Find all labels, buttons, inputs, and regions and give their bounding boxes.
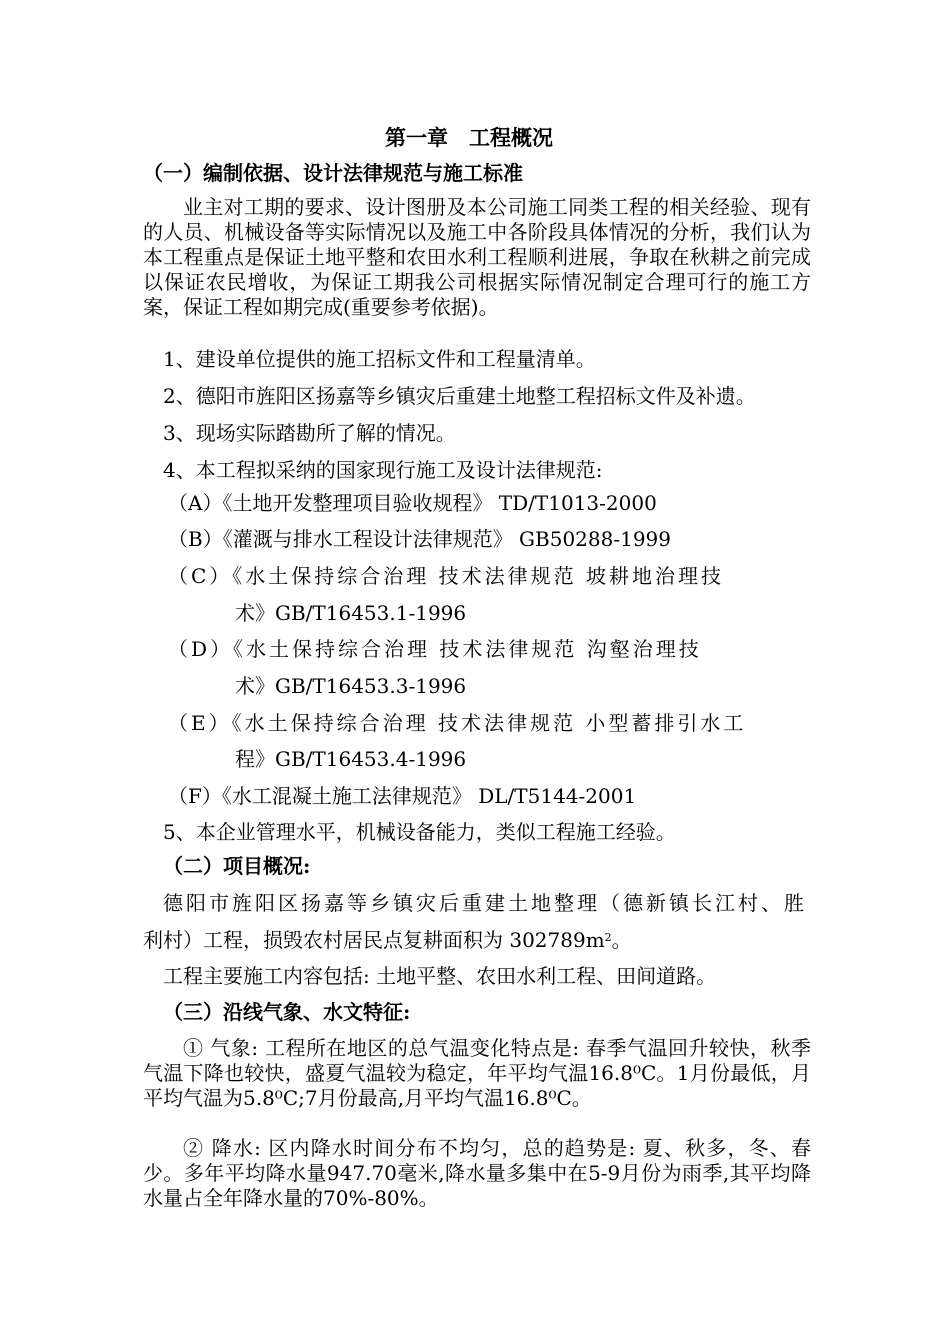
basis-item-1: 1、建设单位提供的施工招标文件和工程量清单。 — [163, 347, 596, 371]
section-heading-basis: （一）编制依据、设计法律规范与施工标准 — [143, 161, 523, 185]
overview-line-2 — [143, 928, 632, 952]
construction-content: 工程主要施工内容包括: 土地平整、农田水利工程、田间道路。 — [163, 964, 717, 988]
standard-b: （B）《灌溉与排水工程设计法律规范》 GB50288-1999 — [168, 527, 672, 551]
basis-item-2: 2、德阳市旌阳区扬嘉等乡镇灾后重建土地整工程招标文件及补遗。 — [163, 384, 756, 408]
standard-e-line1: （E）《水土保持综合治理 技术法律规范 小型蓄排引水工 — [168, 711, 747, 735]
overview-line-2-text: 利村）工程，损毁农村居民点复耕面积为 302789m — [143, 928, 605, 952]
standard-c-line1: （C）《水土保持综合治理 技术法律规范 坡耕地治理技 — [168, 564, 725, 588]
standard-e-line2: 程》GB/T16453.4-1996 — [235, 747, 467, 771]
standard-d-line1: （D）《水土保持综合治理 技术法律规范 沟壑治理技 — [168, 637, 702, 661]
standard-c-line2: 术》GB/T16453.1-1996 — [235, 601, 467, 625]
overview-line-1: 德阳市旌阳区扬嘉等乡镇灾后重建土地整理（德新镇长江村、胜 — [163, 891, 807, 915]
overview-line-2-end: 。 — [611, 928, 632, 952]
standard-d-line2: 术》GB/T16453.3-1996 — [235, 674, 467, 698]
standard-a: （A）《土地开发整理项目验收规程》 TD/T1013-2000 — [168, 491, 657, 515]
chapter-title: 第一章 工程概况 — [385, 125, 553, 150]
standard-f: （F）《水工混凝土施工法律规范》 DL/T5144-2001 — [168, 784, 637, 808]
basis-item-4: 4、本工程拟采纳的国家现行施工及设计法律规范: — [163, 458, 603, 482]
intro-paragraph: 业主对工期的要求、设计图册及本公司施工同类工程的相关经验、现有的人员、机械设备等实际情况以及施工中各阶段具体情况的分析，我们认为本工程重点是保证土地平整和农田水利工程顺利进展，争取在秋耕之前完成以保证农民增收，为保证工期我公司根据实际情况制定合理可行的施工方案，保证工程如期完成(重要参考依据)。 — [143, 195, 811, 319]
basis-item-5: 5、本企业管理水平，机械设备能力，类似工程施工经验。 — [163, 820, 676, 844]
climate-paragraph: ① 气象: 工程所在地区的总气温变化特点是: 春季气温回升较快，秋季气温下降也较快，盛夏气温较为稳定，年平均气温16.8⁰C。1月份最低，月平均气温为5.8⁰C;7月份最高,月平均气温16.8⁰C。 — [143, 1036, 811, 1110]
section-heading-climate: （三）沿线气象、水文特征: — [163, 1000, 411, 1024]
basis-item-3: 3、现场实际踏勘所了解的情况。 — [163, 421, 456, 445]
area-unit-superscript: 2 — [604, 931, 612, 944]
section-heading-overview: （二）项目概况: — [163, 854, 311, 878]
rainfall-paragraph: ② 降水: 区内降水时间分布不均匀，总的趋势是: 夏、秋多，冬、春少。多年平均降水量947.70毫米,降水量多集中在5-9月份为雨季,其平均降水量占全年降水量的70%-80%。 — [143, 1136, 811, 1210]
